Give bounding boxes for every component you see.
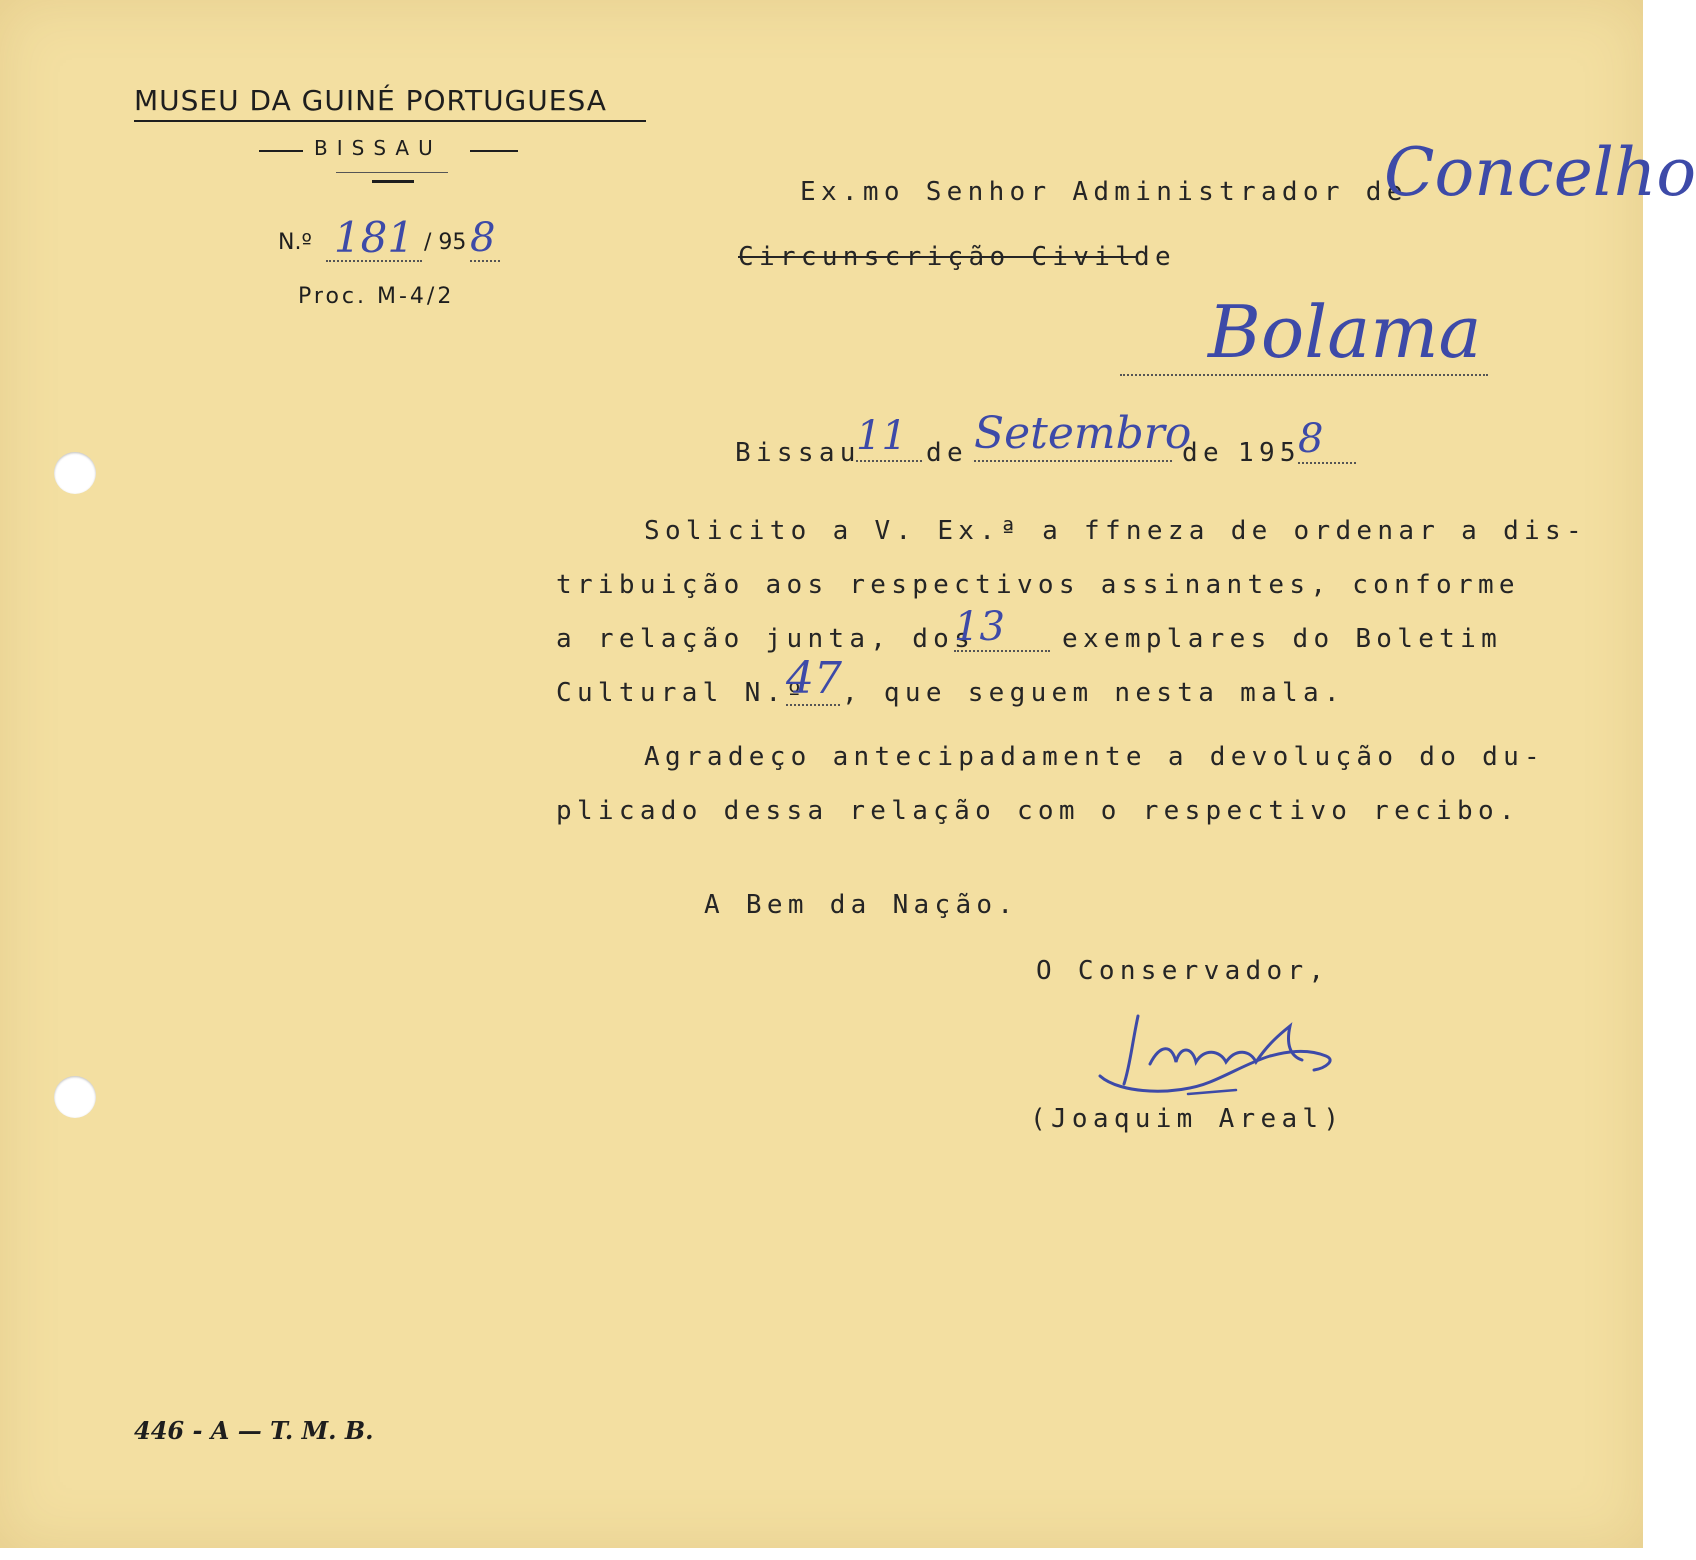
city-dash-right (470, 150, 518, 152)
body-line-6: plicado dessa relação com o respectivo recibo. (556, 796, 1520, 826)
body-line-3b: exemplares do Boletim (1062, 624, 1503, 654)
reference-number-handwritten: 181 (326, 216, 422, 262)
reference-year-handwritten: 8 (470, 216, 500, 262)
body-line-3a: a relação junta, dos (556, 624, 976, 654)
divider-thick (372, 180, 414, 183)
signatory-name: (Joaquim Areal) (1030, 1104, 1345, 1134)
institution-city: BISSAU (314, 136, 442, 160)
signature-mark (1080, 1004, 1350, 1114)
body-line-1: Solicito a V. Ex.ª a ffneza de ordenar a dis- (644, 516, 1587, 546)
struck-circumscription: Circunscrição Civil (738, 242, 1137, 272)
addressee-de: de (1134, 242, 1176, 272)
body-line-4a: Cultural N.º (556, 678, 808, 708)
institution-name: MUSEU DA GUINÉ PORTUGUESA (134, 84, 607, 117)
addressee-office-handwritten: Concelho (1384, 134, 1696, 211)
punch-hole-bottom (54, 1076, 96, 1118)
punch-hole-top (54, 452, 96, 494)
closing-salutation: A Bem da Nação. (704, 890, 1019, 920)
institution-underline (134, 120, 646, 122)
addressee-place-handwritten: Bolama (1208, 290, 1482, 374)
closing-role: O Conservador, (1036, 956, 1330, 986)
body-line-2: tribuição aos respectivos assinantes, conforme (556, 570, 1520, 600)
body-line-5: Agradeço antecipadamente a devolução do du- (644, 742, 1545, 772)
addressee-place-line (1120, 374, 1488, 376)
dateline-de-2: de (1182, 438, 1224, 468)
body-line-4b: , que seguem nesta mala. (842, 678, 1345, 708)
dateline-month: Setembro (974, 408, 1172, 462)
reference-number-label: N.º (278, 230, 312, 255)
dateline-year-handwritten: 8 (1298, 416, 1356, 464)
dateline-de-1: de (926, 438, 968, 468)
dateline-year-printed: 195 (1238, 438, 1301, 468)
reference-year-printed: / 95 (424, 230, 467, 255)
form-code: 446 - A — T. M. B. (134, 1416, 374, 1445)
bulletin-issue-handwritten: 47 (786, 653, 842, 704)
dateline-day: 11 (856, 412, 922, 462)
dateline-city: Bissau (735, 438, 861, 468)
copies-count-handwritten: 13 (954, 604, 1050, 652)
addressee-title: Ex.mo Senhor Administrador de (800, 177, 1408, 207)
divider-thin (336, 172, 448, 173)
city-dash-left (259, 150, 303, 152)
process-reference: Proc. M-4/2 (298, 284, 455, 309)
